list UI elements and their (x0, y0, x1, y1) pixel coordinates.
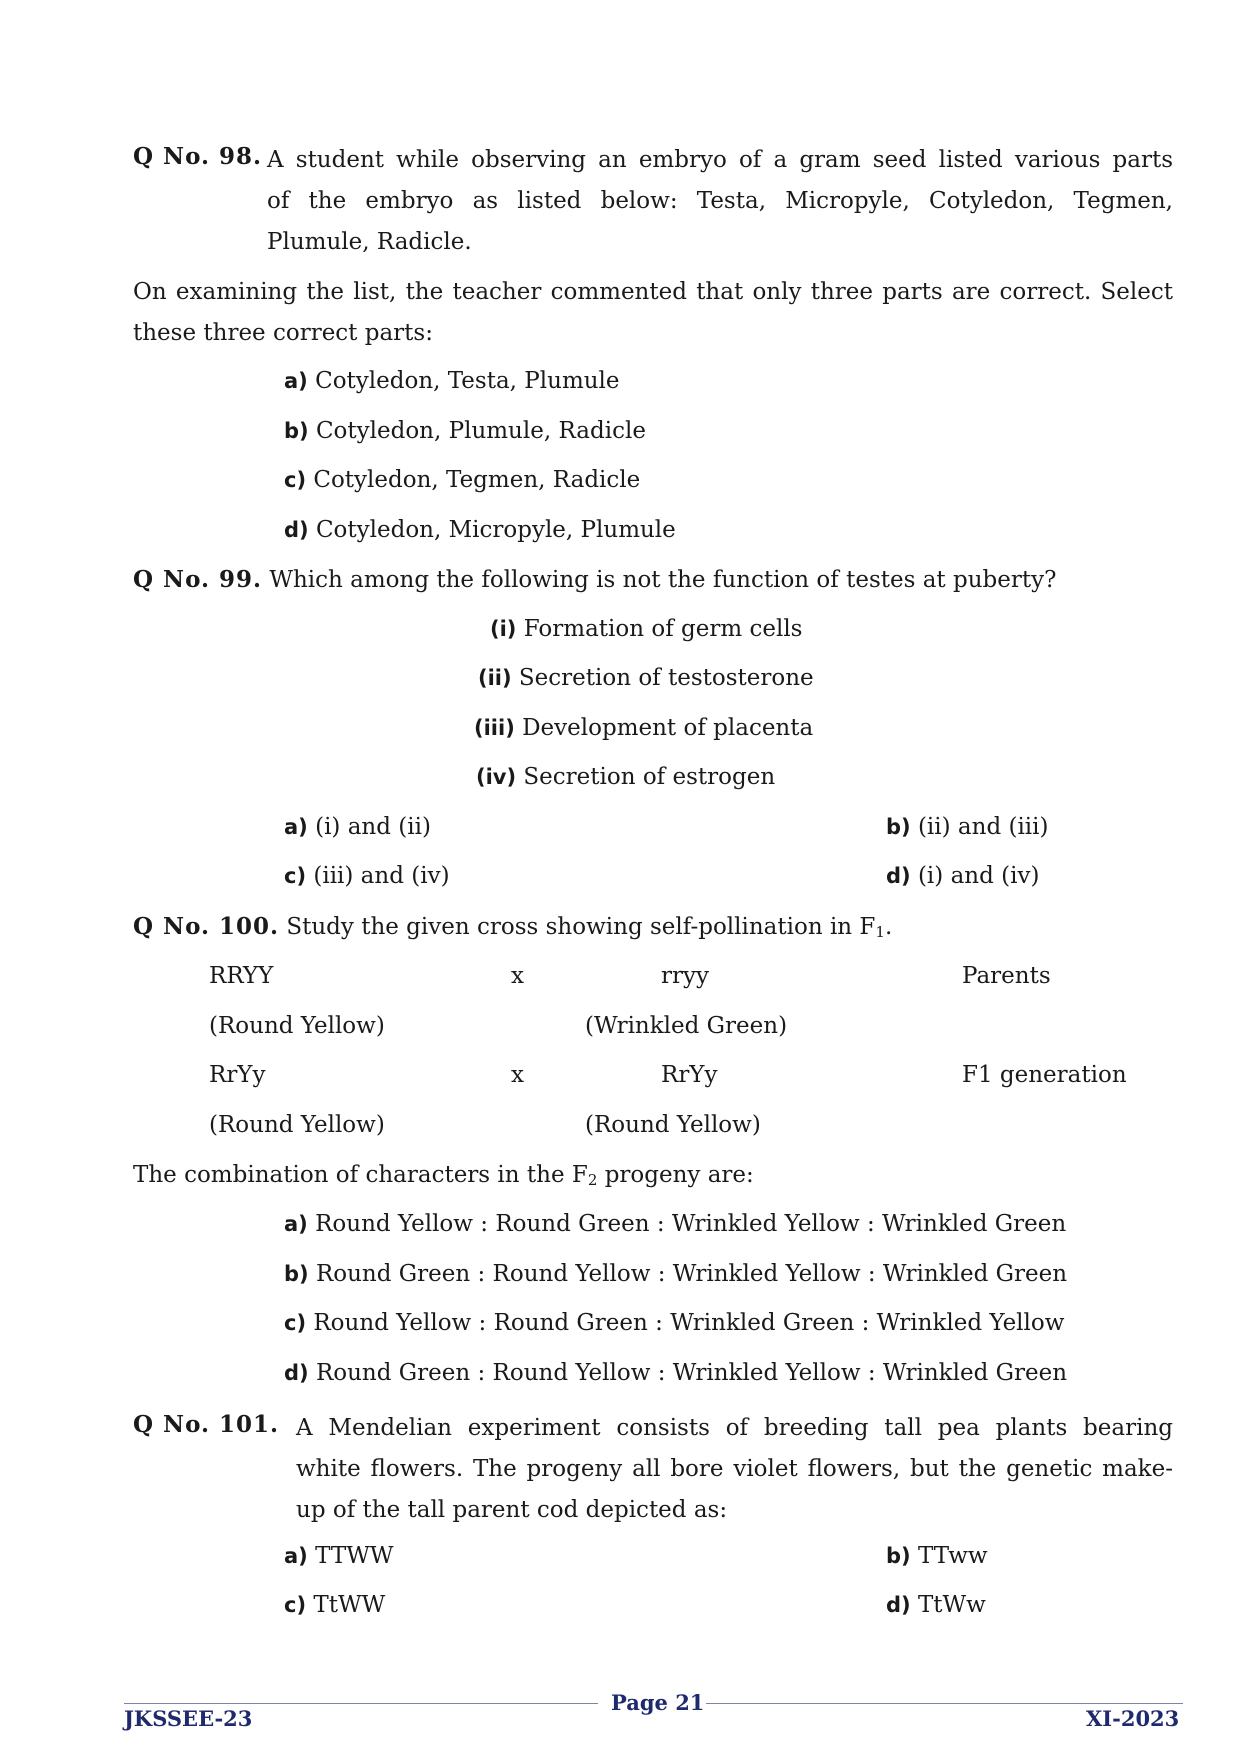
option-text: Round Yellow : Round Green : Wrinkled Green : Wrinkled Yellow (313, 1310, 1065, 1336)
q98-option-d[interactable] (284, 517, 676, 543)
q99-option-a[interactable] (284, 814, 431, 840)
q101-option-c[interactable] (284, 1592, 385, 1618)
q101-header (133, 1411, 279, 1438)
option-key: c) (284, 1593, 307, 1617)
option-text: Cotyledon, Tegmen, Radicle (313, 467, 641, 493)
item-text: Formation of germ cells (523, 616, 803, 642)
q100-header (133, 913, 892, 941)
q101-text-rest (296, 1449, 1173, 1531)
q100-option-b[interactable] (284, 1261, 1067, 1287)
option-text: Cotyledon, Plumule, Radicle (315, 418, 646, 444)
q98-header (133, 143, 262, 170)
option-text: Round Green : Round Yellow : Wrinkled Yellow : Wrinkled Green (315, 1360, 1068, 1386)
item-text: Secretion of estrogen (523, 764, 776, 790)
option-key: b) (284, 1262, 309, 1286)
q100-combo-end: progeny are: (597, 1162, 754, 1188)
q100-text: Study the given cross showing self-pollination in F (286, 914, 876, 940)
q101-option-b[interactable] (886, 1543, 988, 1569)
cross-r4-left: (Round Yellow) (209, 1112, 385, 1138)
q98-option-b[interactable] (284, 418, 646, 444)
cross-r1-label: Parents (962, 963, 1051, 989)
option-key: a) (284, 369, 308, 393)
q100-option-d[interactable] (284, 1360, 1067, 1386)
option-text: Round Yellow : Round Green : Wrinkled Yellow : Wrinkled Green (315, 1211, 1067, 1237)
option-key: b) (886, 1544, 911, 1568)
q100-option-c[interactable] (284, 1310, 1064, 1336)
q98-text-2: of the embryo as listed below: Testa, Micropyle, Cotyledon, Tegmen, Plumule, Radicle. (267, 188, 1173, 255)
q98-option-a[interactable] (284, 368, 620, 394)
q98-note (133, 272, 1173, 354)
q100-combo-sub: 2 (587, 1171, 598, 1189)
q98-text-rest (267, 181, 1173, 263)
q98-text-1: A student while observing an embryo of a gram seed listed various parts (267, 147, 1173, 173)
cross-r3-right: RrYy (661, 1062, 718, 1088)
q101-option-a[interactable] (284, 1543, 393, 1569)
q98-option-c[interactable] (284, 467, 640, 493)
option-text: Cotyledon, Micropyle, Plumule (315, 517, 676, 543)
option-text: Cotyledon, Testa, Plumule (315, 368, 620, 394)
q101-option-d[interactable] (886, 1592, 986, 1618)
page-number: Page 21 (611, 1690, 705, 1715)
q100-text-end: . (884, 914, 893, 940)
option-key: d) (886, 864, 911, 888)
q99-item-iv (476, 764, 775, 790)
cross-r1-left: RRYY (209, 963, 274, 989)
footer-right: XI-2023 (1086, 1706, 1180, 1731)
option-text: Round Green : Round Yellow : Wrinkled Yellow : Wrinkled Green (315, 1261, 1068, 1287)
q100-label: Q No. 100. (133, 913, 280, 940)
q100-text-sub: 1 (875, 923, 885, 941)
option-key: b) (284, 419, 309, 443)
footer-rule-left (124, 1703, 598, 1704)
option-text: TtWw (917, 1592, 986, 1618)
q98-text-line1 (267, 140, 1173, 181)
option-key: b) (886, 815, 911, 839)
option-key: c) (284, 864, 307, 888)
option-key: c) (284, 1311, 307, 1335)
option-key: d) (886, 1593, 911, 1617)
option-text: (ii) and (iii) (917, 814, 1049, 840)
cross-r1-x: x (511, 963, 524, 989)
item-text: Secretion of testosterone (518, 665, 814, 691)
option-key: a) (284, 1212, 308, 1236)
cross-r2-right: (Wrinkled Green) (585, 1013, 788, 1039)
option-text: (i) and (iv) (917, 863, 1040, 889)
option-text: TtWW (313, 1592, 386, 1618)
item-text: Development of placenta (522, 715, 814, 741)
q98-label: Q No. 98. (133, 143, 263, 170)
q99-option-c[interactable] (284, 863, 450, 889)
q99-item-iii (474, 715, 813, 741)
option-key: d) (284, 1361, 309, 1385)
option-key: c) (284, 468, 307, 492)
item-key: (i) (490, 617, 517, 641)
footer-left: JKSSEE-23 (124, 1706, 253, 1731)
option-key: a) (284, 1544, 308, 1568)
q101-label: Q No. 101. (133, 1411, 280, 1438)
q101-text-1: A Mendelian experiment consists of breeding tall pea plants bearing (296, 1415, 1173, 1441)
cross-r4-right: (Round Yellow) (585, 1112, 761, 1138)
q99-option-d[interactable] (886, 863, 1039, 889)
q99-text: Which among the following is not the function of testes at puberty? (269, 567, 1057, 593)
q101-text-2: white flowers. The progeny all bore violet flowers, but the genetic make-up of the tall parent cod depicted as: (296, 1456, 1173, 1523)
q99-item-ii (478, 665, 814, 691)
option-key: d) (284, 518, 309, 542)
q99-option-b[interactable] (886, 814, 1049, 840)
option-key: a) (284, 815, 308, 839)
cross-r3-left: RrYy (209, 1062, 266, 1088)
item-key: (iii) (474, 716, 515, 740)
cross-r3-x: x (511, 1062, 524, 1088)
cross-r1-right: rryy (661, 963, 709, 989)
option-text: TTww (917, 1543, 988, 1569)
q100-combo (133, 1162, 754, 1189)
option-text: (i) and (ii) (315, 814, 431, 840)
option-text: (iii) and (iv) (313, 863, 450, 889)
q99-item-i (490, 616, 802, 642)
q100-option-a[interactable] (284, 1211, 1066, 1237)
item-key: (iv) (476, 765, 517, 789)
item-key: (ii) (478, 666, 512, 690)
q99-label: Q No. 99. (133, 566, 263, 593)
cross-r3-label: F1 generation (962, 1062, 1127, 1088)
q100-combo-text: The combination of characters in the F (133, 1162, 588, 1188)
q101-text-line1 (296, 1408, 1173, 1449)
q98-note-text: On examining the list, the teacher commented that only three parts are correct. Select these three correct parts: (133, 279, 1173, 346)
q99-header (133, 566, 1056, 593)
option-text: TTWW (315, 1543, 394, 1569)
footer-rule-right (706, 1703, 1183, 1704)
cross-r2-left: (Round Yellow) (209, 1013, 385, 1039)
